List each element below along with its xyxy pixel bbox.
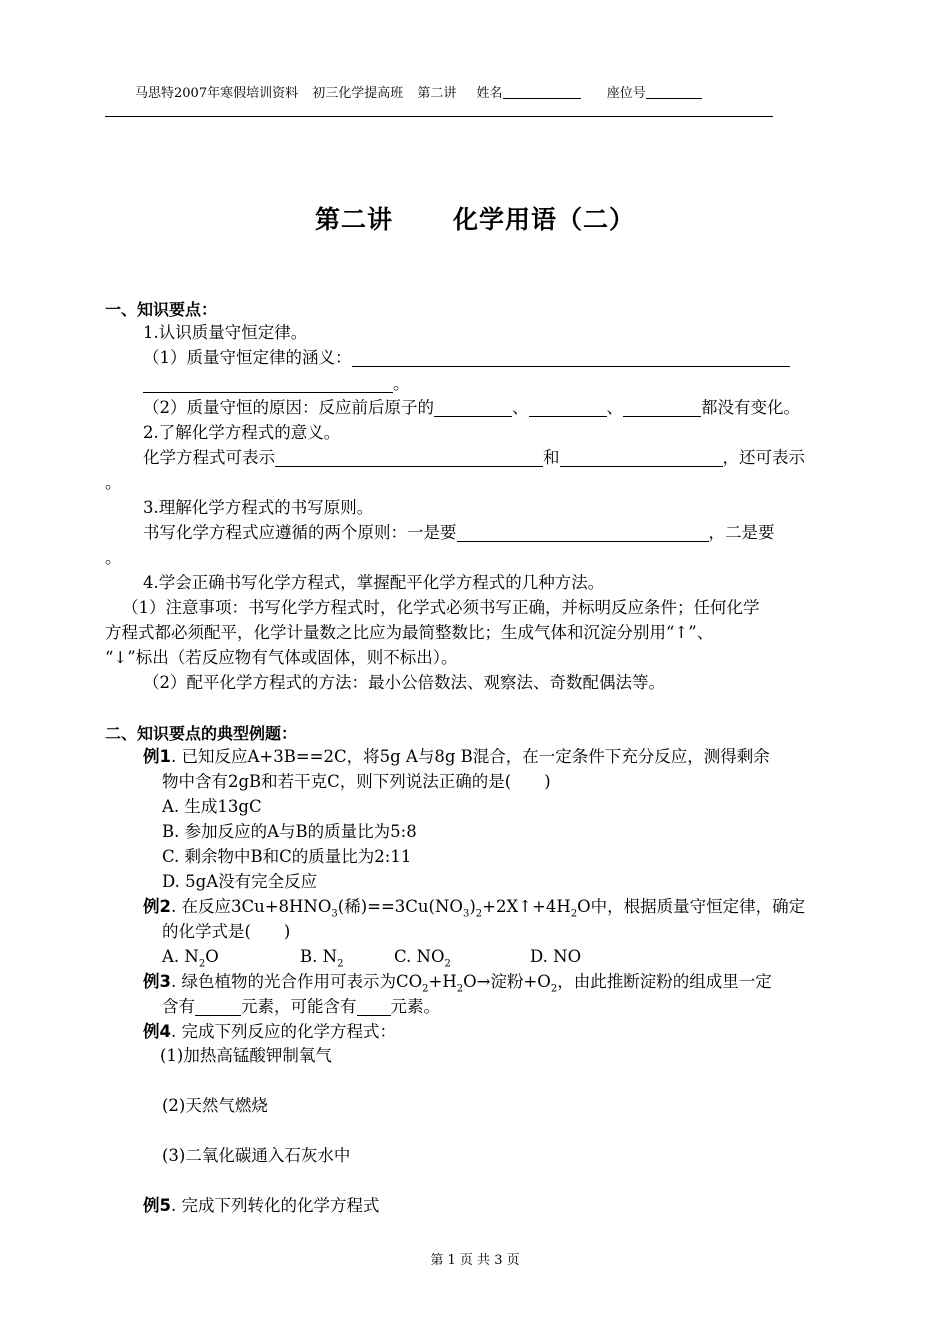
blank-reason-2[interactable] bbox=[529, 398, 607, 417]
s1-p4: 4.学会正确书写化学方程式，掌握配平化学方程式的几种方法。 bbox=[143, 573, 605, 592]
example-3-cont: 含有 元素，可能含有 元素。 bbox=[162, 997, 440, 1016]
s1-p4-2: （2）配平化学方程式的方法：最小公倍数法、观察法、奇数配偶法等。 bbox=[143, 673, 665, 692]
s1-p1-2: （2）质量守恒的原因：反应前后原子的 、 、 都没有变化。 bbox=[143, 398, 800, 417]
example-1-option-a: A. 生成13gC bbox=[162, 797, 262, 816]
header-course: 初三化学提高班 bbox=[312, 86, 404, 101]
blank-reason-1[interactable] bbox=[434, 398, 512, 417]
example-2-option-d: D. NO bbox=[530, 947, 582, 966]
page-title bbox=[0, 200, 950, 236]
blank-definition[interactable] bbox=[352, 348, 790, 367]
blank-principle-1[interactable] bbox=[457, 523, 709, 542]
s1-p3: 3.理解化学方程式的书写原则。 bbox=[143, 498, 374, 517]
example-4: 例4. 完成下列反应的化学方程式： bbox=[143, 1022, 396, 1041]
example-2-option-c: C. $NO_2$ bbox=[394, 947, 451, 970]
example-1-option-d: D. 5gA没有完全反应 bbox=[162, 872, 318, 891]
header-seat-label: 座位号 bbox=[606, 86, 646, 101]
example-4-item-1: (1)加热高锰酸钾制氧气 bbox=[160, 1046, 332, 1065]
s1-p1-1: （1）质量守恒定律的涵义： bbox=[143, 346, 790, 370]
example-1: 例1. 已知反应A+3B==2C，将5g A与8g B混合，在一定条件下充分反应，测得剩余 bbox=[143, 747, 770, 766]
header-seat-blank bbox=[646, 84, 702, 99]
s1-p4-1a: （1）注意事项：书写化学方程式时，化学式必须书写正确，并标明反应条件；任何化学 bbox=[122, 598, 760, 617]
example-2-option-a: A. $N_2O$ bbox=[162, 947, 219, 970]
blank-possible-element[interactable] bbox=[357, 997, 391, 1016]
example-1-cont: 物中含有2gB和若干克C，则下列说法正确的是( ) bbox=[162, 772, 551, 791]
s1-p1-1-cont: 。 bbox=[143, 372, 410, 396]
example-1-option-b: B. 参加反应的A与B的质量比为5:8 bbox=[162, 822, 417, 841]
s1-p4-1c: “↓”标出（若反应物有气体或固体，则不标出）。 bbox=[105, 648, 458, 667]
section2-heading: 二、知识要点的典型例题： bbox=[105, 724, 298, 743]
example-3: 例3. 绿色植物的光合作用可表示为$CO_2+H_2O\to$淀粉$+O_2$，由此推断淀粉的组成里一定 bbox=[143, 972, 772, 995]
title-topic: 化学用语（二） bbox=[453, 205, 636, 234]
example-5-label: 例5 bbox=[143, 1196, 171, 1215]
example-5: 例5. 完成下列转化的化学方程式 bbox=[143, 1196, 380, 1215]
example-2-label: 例2 bbox=[143, 897, 171, 916]
header-name-blank bbox=[503, 84, 581, 99]
example-3-label: 例3 bbox=[143, 972, 171, 991]
page-footer: 第 1 页 共 3 页 bbox=[430, 1253, 520, 1268]
s1-p2-a: 化学方程式可表示 和 ，还可表示 bbox=[143, 448, 805, 467]
header-org: 马思特2007年寒假培训资料 bbox=[135, 86, 299, 101]
example-2-option-b: B. $N_2$ bbox=[300, 947, 344, 970]
s1-p3-end: 。 bbox=[105, 548, 122, 567]
example-4-item-2: (2)天然气燃烧 bbox=[162, 1096, 268, 1115]
blank-reason-3[interactable] bbox=[623, 398, 701, 417]
blank-meaning-2[interactable] bbox=[560, 448, 723, 467]
title-lecture: 第二讲 bbox=[314, 205, 393, 234]
page-header bbox=[135, 82, 712, 101]
blank-definition-cont[interactable] bbox=[143, 374, 393, 393]
header-lecture: 第二讲 bbox=[417, 86, 457, 101]
example-1-label: 例1 bbox=[143, 747, 171, 766]
s1-p4-1b: 方程式都必须配平，化学计量数之比应为最简整数比；生成气体和沉淀分别用“↑”、 bbox=[105, 623, 714, 642]
header-name-label: 姓名 bbox=[476, 86, 503, 101]
s1-p3-a: 书写化学方程式应遵循的两个原则：一是要 ，二是要 bbox=[143, 523, 775, 542]
s1-p1: 1.认识质量守恒定律。 bbox=[143, 323, 308, 342]
blank-certain-element[interactable] bbox=[195, 997, 241, 1016]
header-rule bbox=[105, 116, 773, 117]
example-4-item-3: (3)二氧化碳通入石灰水中 bbox=[162, 1146, 351, 1165]
section1-heading: 一、知识要点： bbox=[105, 300, 218, 319]
example-2: 例2. 在反应$3Cu+8HNO_3$(稀)$==3Cu(NO_3)_2+2X↑+4H_2O$中，根据质量守恒定律，确定 bbox=[143, 897, 806, 920]
blank-meaning-1[interactable] bbox=[275, 448, 543, 467]
s1-p2: 2.了解化学方程式的意义。 bbox=[143, 423, 341, 442]
example-1-option-c: C. 剩余物中B和C的质量比为2:11 bbox=[162, 847, 412, 866]
example-4-label: 例4 bbox=[143, 1022, 171, 1041]
example-2-cont: 的化学式是( ) bbox=[162, 922, 291, 941]
s1-p2-end: 。 bbox=[105, 473, 122, 492]
